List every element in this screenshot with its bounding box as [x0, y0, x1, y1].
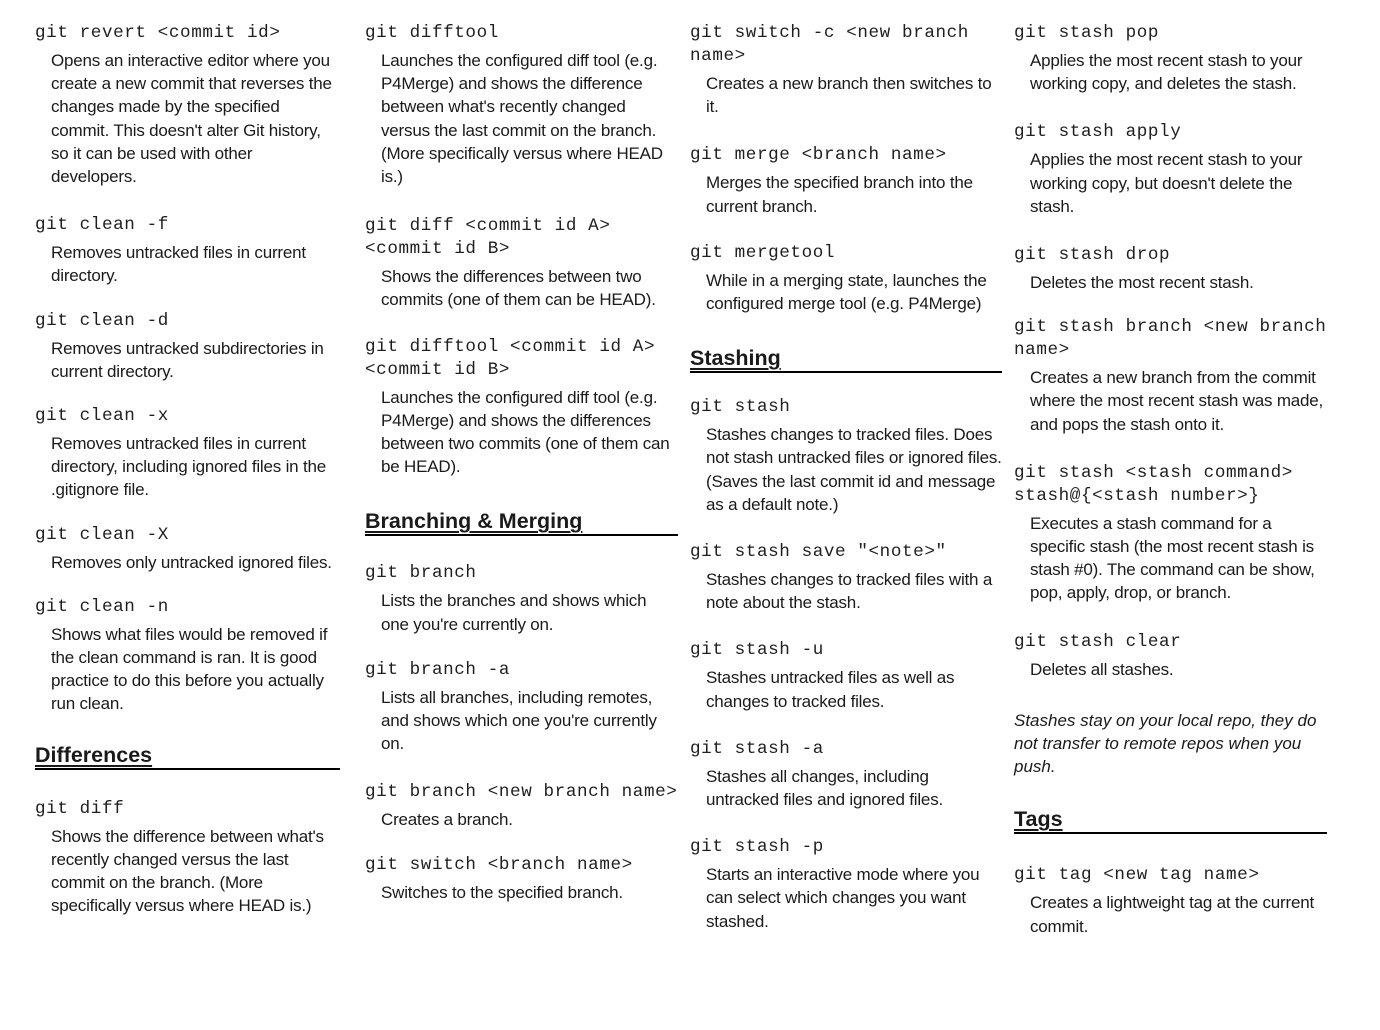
stash-note: Stashes stay on your local repo, they do not transfer to remote repos when you push.	[1014, 710, 1317, 777]
command-description: Stashes untracked files as well as changes to tracked files.	[706, 668, 955, 711]
command-text: git branch -a	[365, 659, 511, 680]
command-text: git clean -x	[35, 406, 169, 427]
command-description: Creates a lightweight tag at the current commit.	[1030, 893, 1314, 936]
command-entry	[690, 144, 1002, 217]
command-text: git switch -c <new branch name>	[690, 23, 981, 66]
command-description: Merges the specified branch into the current branch.	[706, 173, 973, 216]
command-description: Launches the configured diff tool (e.g. P4Merge) and shows the differences between two commits (one of them can be HEAD).	[381, 387, 670, 477]
command-entry	[365, 562, 678, 635]
command-text: git stash save "<note>"	[690, 542, 947, 563]
command-description: Launches the configured diff tool (e.g. P4Merge) and shows the difference between what's recently changed versus the last commit on the branch. (More specifically versus where HEAD is.)	[381, 51, 663, 187]
command-entry	[365, 22, 678, 188]
command-text: git switch <branch name>	[365, 854, 633, 875]
command-entry	[35, 22, 340, 188]
command-text: git stash	[690, 397, 791, 418]
section-heading-label: Branching & Merging	[365, 509, 583, 534]
command-entry	[1014, 462, 1327, 605]
command-text: git stash -u	[690, 640, 824, 661]
command-text: git clean -f	[35, 215, 169, 236]
command-text: git mergetool	[690, 242, 836, 263]
command-text: git revert <commit id>	[35, 23, 281, 43]
command-entry	[365, 659, 678, 756]
section-heading-label: Tags	[1014, 807, 1063, 832]
command-description: Applies the most recent stash to your working copy, but doesn't delete the stash.	[1030, 150, 1303, 216]
command-text: git stash pop	[1014, 23, 1160, 43]
command-description: Deletes the most recent stash.	[1030, 273, 1254, 293]
command-description: Switches to the specified branch.	[381, 882, 623, 902]
command-entry	[35, 214, 340, 287]
command-description: Creates a new branch then switches to it.	[706, 74, 992, 117]
column-2	[365, 22, 678, 904]
command-description: Applies the most recent stash to your working copy, and deletes the stash.	[1030, 51, 1303, 94]
column-1	[35, 22, 340, 917]
command-entry	[365, 854, 678, 904]
command-entry	[690, 738, 1002, 811]
command-entry	[1014, 121, 1327, 218]
section-heading	[35, 742, 340, 770]
command-entry	[365, 336, 678, 479]
command-description: Lists all branches, including remotes, and shows which one you're currently on.	[381, 687, 657, 754]
column-4	[1014, 22, 1338, 938]
command-entry	[35, 596, 340, 716]
section-heading-label: Differences	[35, 742, 153, 767]
command-entry	[690, 639, 1002, 712]
command-text: git merge <branch name>	[690, 145, 947, 166]
command-description: Executes a stash command for a specific stash (the most recent stash is stash #0). The command can be show, pop, apply, drop, or branch.	[1030, 513, 1315, 603]
command-description: Shows the differences between two commits (one of them can be HEAD).	[381, 267, 656, 310]
command-entry	[35, 405, 340, 502]
command-description: Deletes all stashes.	[1030, 659, 1174, 679]
command-description: Removes only untracked ignored files.	[51, 552, 332, 572]
command-text: git clean -d	[35, 310, 169, 331]
command-text: git diff	[35, 798, 125, 819]
command-description: Stashes all changes, including untracked files and ignored files.	[706, 766, 944, 810]
command-text: git stash -a	[690, 738, 824, 759]
command-description: Removes untracked files in current directory.	[51, 243, 306, 286]
command-text: git difftool	[365, 23, 499, 43]
command-description: Creates a new branch from the commit where the most recent stash was made, and pops the stash onto it.	[1030, 368, 1324, 434]
command-description: Stashes changes to tracked files with a note about the stash.	[706, 570, 993, 613]
command-description: While in a merging state, launches the configured merge tool (e.g. P4Merge)	[706, 270, 987, 314]
command-entry	[1014, 244, 1327, 294]
command-entry	[690, 541, 1002, 614]
command-entry	[1014, 864, 1327, 937]
section-heading-label: Stashing	[690, 346, 781, 371]
command-description: Lists the branches and shows which one you're currently on.	[381, 591, 647, 634]
command-entry	[35, 524, 340, 574]
command-text: git difftool <commit id A> <commit id B>	[365, 336, 667, 380]
command-text: git stash -p	[690, 837, 824, 858]
section-heading	[365, 508, 678, 536]
command-entry	[1014, 316, 1338, 436]
command-description: Removes untracked files in current directory, including ignored files in the .gitignore file.	[51, 434, 326, 500]
section-heading	[690, 345, 1002, 373]
command-text: git stash clear	[1014, 631, 1182, 652]
command-text: git diff <commit id A> <commit id B>	[365, 216, 622, 260]
command-text: git stash <stash command> stash@{<stash number>}	[1014, 462, 1305, 506]
command-entry	[690, 22, 1002, 118]
command-description: Stashes changes to tracked files. Does not stash untracked files or ignored files. (Saves the last commit id and message as a default note.)	[706, 425, 1002, 514]
command-description: Removes untracked subdirectories in current directory.	[51, 338, 324, 381]
command-entry	[365, 781, 678, 831]
command-text: git branch <new branch name>	[365, 782, 678, 803]
command-entry	[1014, 631, 1327, 681]
command-text: git clean -X	[35, 524, 169, 545]
command-entry	[35, 310, 340, 383]
column-3	[690, 22, 1002, 933]
command-description: Creates a branch.	[381, 810, 513, 830]
command-description: Opens an interactive editor where you create a new commit that reverses the changes made by the specified commit. This doesn't alter Git history, so it can be used with other developers.	[51, 51, 332, 187]
command-entry	[365, 215, 678, 311]
command-text: git branch	[365, 563, 477, 584]
command-entry	[1014, 22, 1327, 95]
command-entry	[35, 798, 340, 918]
command-entry	[690, 396, 1002, 516]
command-text: git stash branch <new branch name>	[1014, 317, 1338, 361]
command-description: Starts an interactive mode where you can select which changes you want stashed.	[706, 865, 980, 931]
command-text: git stash drop	[1014, 245, 1171, 266]
command-entry	[690, 242, 1002, 315]
command-description: Shows what files would be removed if the clean command is ran. It is good practice to do this before you actually run clean.	[51, 624, 328, 714]
section-heading	[1014, 806, 1327, 834]
command-text: git stash apply	[1014, 122, 1182, 143]
command-text: git tag <new tag name>	[1014, 865, 1260, 886]
command-text: git clean -n	[35, 596, 169, 617]
command-entry	[690, 836, 1002, 933]
command-description: Shows the difference between what's recently changed versus the last commit on the branch. (More specifically versus where HEAD is.)	[51, 826, 324, 916]
